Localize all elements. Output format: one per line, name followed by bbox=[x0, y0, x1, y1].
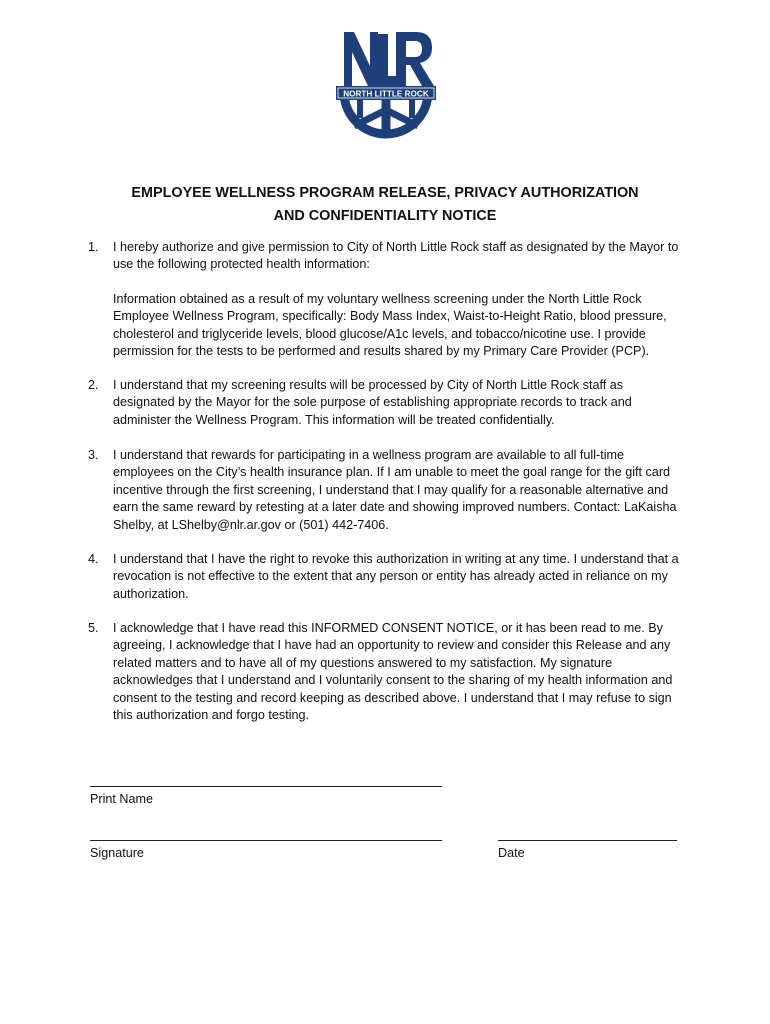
item-number: 1. bbox=[88, 240, 99, 254]
item-paragraph: I acknowledge that I have read this INFORMED CONSENT NOTICE, or it has been read to me. By agreeing, I acknowledge that I have had an opportunity to review and consider this Release and any related matters and to have all of my questions answered to my satisfaction. My signature acknowledges that I understand and I voluntarily consent to the sharing of my health information and consent to the testing and record keeping as described above. I understand that I may refuse to sign this authorization and forgo testing. bbox=[113, 621, 673, 723]
nlr-logo-graphic bbox=[330, 26, 442, 144]
signature-label: Signature bbox=[90, 846, 144, 860]
list-item bbox=[88, 447, 684, 534]
list-item bbox=[88, 620, 684, 724]
title-line-1: EMPLOYEE WELLNESS PROGRAM RELEASE, PRIVACY AUTHORIZATION bbox=[131, 185, 639, 201]
list-item bbox=[88, 551, 684, 603]
print-name-label: Print Name bbox=[90, 792, 153, 806]
nlr-logo bbox=[330, 26, 442, 144]
date-line[interactable] bbox=[498, 840, 677, 841]
signature-line[interactable] bbox=[90, 840, 442, 841]
item-number: 2. bbox=[88, 378, 99, 392]
item-paragraph: I understand that rewards for participating in a wellness program are available to all full-time employees on the City’s health insurance plan. If I am unable to meet the goal range for the gift card incentive through the first screening, I understand that I may qualify for a reasonable alternative and earn the same reward by retesting at a later date and showing improved numbers. Contact: LaKaisha Shelby, at LShelby@nlr.ar.gov or (501) 442-7406. bbox=[113, 448, 677, 532]
document-title bbox=[0, 182, 770, 228]
list-item bbox=[88, 377, 684, 429]
logo-banner-text: NORTH LITTLE ROCK bbox=[343, 89, 429, 99]
item-paragraph: I understand that I have the right to revoke this authorization in writing at any time. I understand that a revocation is not effective to the extent that any person or entity has already acted in reliance on my authorization. bbox=[113, 552, 679, 601]
item-paragraph: Information obtained as a result of my voluntary wellness screening under the North Little Rock Employee Wellness Program, specifically: Body Mass Index, Waist-to-Height Ratio, blood pressure, cholesterol and triglyceride levels, blood glucose/A1c levels, and tobacco/nicotine use. I provide permission for the tests to be performed and results shared by my Primary Care Provider (PCP). bbox=[113, 291, 667, 359]
list-item bbox=[88, 239, 684, 360]
item-paragraph: I understand that my screening results will be processed by City of North Little Rock staff as designated by the Mayor for the sole purpose of establishing appropriate records to track and administer the Wellness Program. This information will be treated confidentially. bbox=[113, 378, 632, 427]
print-name-line[interactable] bbox=[90, 786, 442, 787]
item-paragraph: I hereby authorize and give permission to City of North Little Rock staff as designated by the Mayor to use the following protected health information: bbox=[113, 240, 679, 272]
date-label: Date bbox=[498, 846, 525, 860]
title-line-2: AND CONFIDENTIALITY NOTICE bbox=[273, 208, 497, 224]
item-number: 5. bbox=[88, 621, 99, 635]
item-number: 4. bbox=[88, 552, 99, 566]
item-number: 3. bbox=[88, 448, 99, 462]
